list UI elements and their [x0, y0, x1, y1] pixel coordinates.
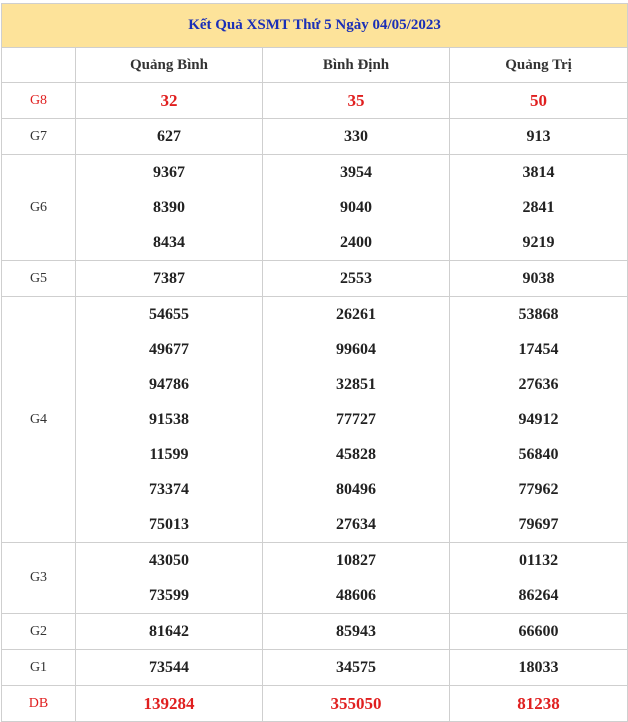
- winning-number: 355050: [330, 694, 382, 713]
- winning-number: 32851: [336, 376, 376, 393]
- winning-number: 48606: [336, 587, 376, 604]
- prize-cell: [450, 650, 628, 686]
- prize-label: G4: [2, 297, 76, 543]
- province-header: Quảng Bình: [76, 48, 263, 83]
- winning-number: 53868: [518, 306, 559, 323]
- winning-number: 139284: [143, 694, 195, 713]
- winning-number: 66600: [518, 623, 559, 640]
- winning-number: 7387: [153, 270, 185, 287]
- winning-number: 913: [526, 128, 551, 145]
- winning-number: 50: [530, 91, 548, 110]
- prize-cell: [263, 297, 450, 543]
- prize-cell: [263, 155, 450, 261]
- winning-number: 54655: [149, 306, 189, 323]
- prize-cell: [76, 614, 263, 650]
- winning-number: 73599: [149, 587, 189, 604]
- prize-label: G5: [2, 261, 76, 297]
- winning-number: 45828: [336, 446, 376, 463]
- prize-label: G7: [2, 119, 76, 155]
- winning-number: 2841: [522, 199, 555, 216]
- winning-number: 80496: [336, 481, 376, 498]
- prize-cell: [450, 119, 628, 155]
- winning-number: 73374: [149, 481, 189, 498]
- winning-number: 9219: [522, 234, 555, 251]
- winning-number: 27634: [336, 516, 376, 533]
- prize-cell: [450, 297, 628, 543]
- prize-cell: [263, 261, 450, 297]
- winning-number: 85943: [336, 623, 376, 640]
- prize-cell: [76, 543, 263, 614]
- winning-number: 86264: [518, 587, 559, 604]
- winning-number: 81238: [517, 694, 560, 713]
- prize-cell: [76, 83, 263, 119]
- winning-number: 77727: [336, 411, 376, 428]
- province-header: Quảng Trị: [450, 48, 628, 83]
- winning-number: 94786: [149, 376, 189, 393]
- winning-number: 79697: [518, 516, 559, 533]
- prize-row-g3: [2, 543, 628, 614]
- winning-number: 627: [157, 128, 181, 145]
- winning-number: 27636: [518, 376, 559, 393]
- winning-number: 2400: [340, 234, 372, 251]
- winning-number: 34575: [336, 659, 376, 676]
- prize-label: G2: [2, 614, 76, 650]
- prize-cell: [263, 614, 450, 650]
- prize-row-g5: [2, 261, 628, 297]
- winning-number: 91538: [149, 411, 189, 428]
- province-header: Bình Định: [263, 48, 450, 83]
- prize-cell: [263, 686, 450, 722]
- winning-number: 2553: [340, 270, 372, 287]
- winning-number: 94912: [518, 411, 559, 428]
- prize-cell: [76, 650, 263, 686]
- winning-number: 81642: [149, 623, 189, 640]
- prize-cell: [450, 83, 628, 119]
- winning-number: 73544: [149, 659, 189, 676]
- prize-row-g2: [2, 614, 628, 650]
- prize-label: G8: [2, 83, 76, 119]
- winning-number: 32: [160, 91, 178, 110]
- prize-label: G3: [2, 543, 76, 614]
- lottery-results-table: [1, 3, 628, 722]
- prize-row-g6: [2, 155, 628, 261]
- winning-number: 8434: [153, 234, 185, 251]
- prize-row-db: [2, 686, 628, 722]
- winning-number: 8390: [153, 199, 185, 216]
- winning-number: 75013: [149, 516, 189, 533]
- winning-number: 9040: [340, 199, 372, 216]
- winning-number: 35: [347, 91, 365, 110]
- winning-number: 77962: [518, 481, 559, 498]
- prize-cell: [76, 119, 263, 155]
- prize-label: DB: [2, 686, 76, 722]
- prize-row-g8: [2, 83, 628, 119]
- prize-cell: [263, 543, 450, 614]
- prize-cell: [263, 650, 450, 686]
- prize-cell: [263, 119, 450, 155]
- prize-cell: [76, 297, 263, 543]
- winning-number: 18033: [518, 659, 559, 676]
- winning-number: 17454: [518, 341, 559, 358]
- prize-row-g4: [2, 297, 628, 543]
- prize-cell: [450, 614, 628, 650]
- winning-number: 10827: [336, 552, 376, 569]
- prize-cell: [450, 686, 628, 722]
- winning-number: 9367: [153, 164, 185, 181]
- prize-cell: [450, 543, 628, 614]
- winning-number: 3954: [340, 164, 372, 181]
- prize-cell: [263, 83, 450, 119]
- province-header-row: [2, 48, 628, 83]
- winning-number: 56840: [518, 446, 559, 463]
- winning-number: 11599: [149, 446, 189, 463]
- prize-rows: [2, 83, 628, 722]
- prize-cell: [450, 261, 628, 297]
- winning-number: 43050: [149, 552, 189, 569]
- winning-number: 26261: [336, 306, 376, 323]
- prize-row-g1: [2, 650, 628, 686]
- prize-cell: [450, 155, 628, 261]
- winning-number: 9038: [522, 270, 555, 287]
- prize-column-header: [2, 48, 76, 83]
- prize-row-g7: [2, 119, 628, 155]
- results-title: Kết Quả XSMT Thứ 5 Ngày 04/05/2023: [2, 4, 628, 48]
- prize-cell: [76, 686, 263, 722]
- winning-number: 49677: [149, 341, 189, 358]
- prize-label: G6: [2, 155, 76, 261]
- winning-number: 3814: [522, 164, 555, 181]
- winning-number: 99604: [336, 341, 376, 358]
- prize-label: G1: [2, 650, 76, 686]
- winning-number: 01132: [518, 552, 559, 569]
- prize-cell: [76, 261, 263, 297]
- prize-cell: [76, 155, 263, 261]
- winning-number: 330: [344, 128, 368, 145]
